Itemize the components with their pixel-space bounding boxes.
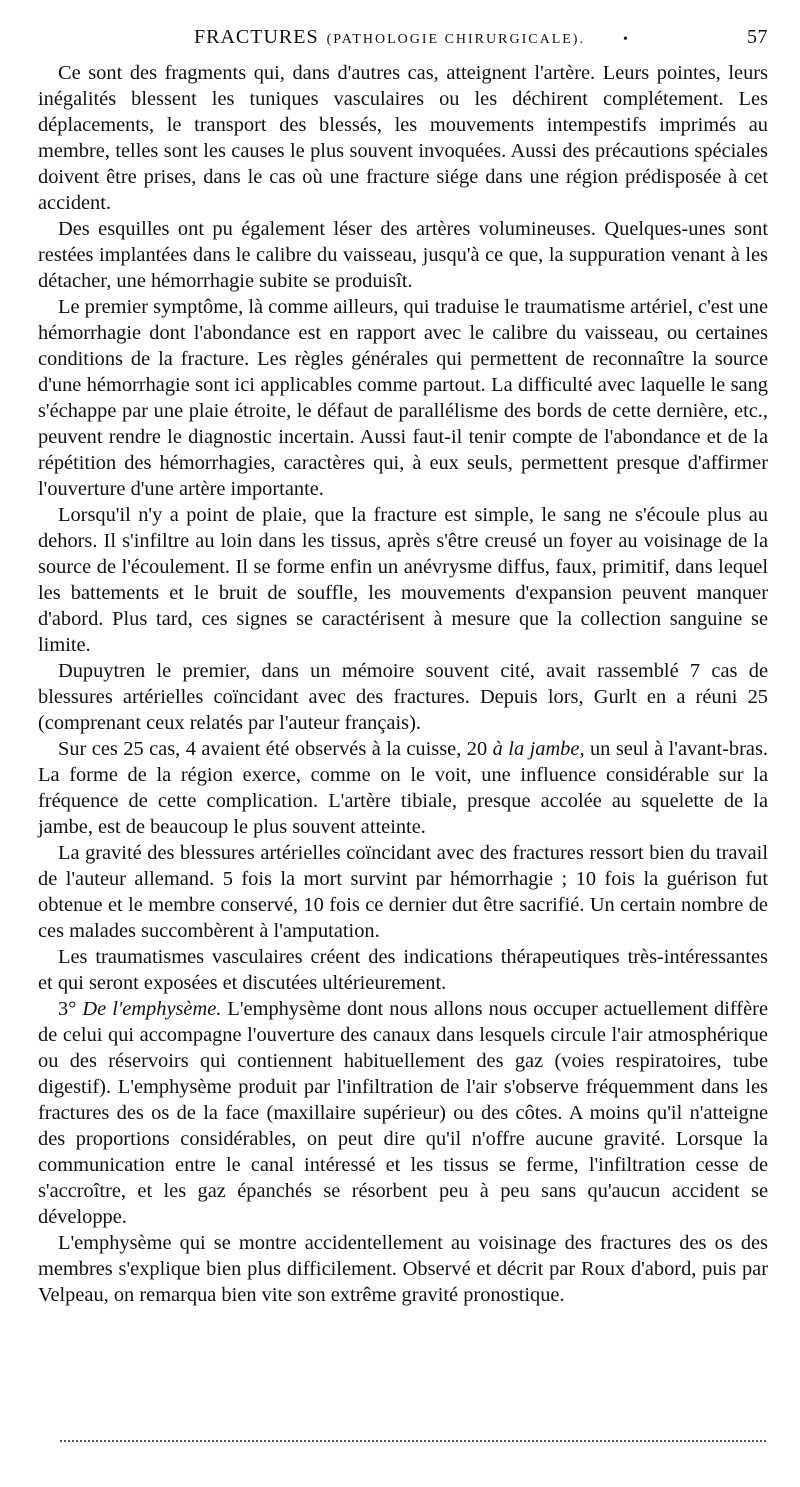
paragraph-6-italic: à la jambe — [492, 738, 580, 760]
section-number: 3° — [58, 998, 83, 1020]
paragraph-2: Des esquilles ont pu également léser des artères volumineuses. Quelques-unes sont restées implantées dans le calibre du vaisseau, jusqu'à ce que, la suppuration venant à les détacher, une hémorrhagie subite se produisît. — [38, 218, 768, 292]
paragraph-9 — [38, 996, 768, 1230]
footer-dotted-rule — [60, 1440, 766, 1442]
header-mark: • — [622, 32, 629, 47]
paragraph-6-start: Sur ces 25 cas, 4 avaient été observés à la cuisse, 20 — [58, 738, 493, 760]
book-page — [38, 26, 768, 1308]
paragraph-8: Les traumatismes vasculaires créent des indications thérapeutiques très-intéressantes et qui seront exposées et discutées ultérieurement. — [38, 946, 768, 994]
paragraph-3: Le premier symptôme, là comme ailleurs, qui traduise le traumatisme artériel, c'est une hémorrhagie dont l'abondance est en rapport avec le calibre du vaisseau, ou certaines conditions de la fracture. Les règles générales qui permettent de reconnaître la source d'une hémorrhagie sont ici applicables comme partout. La difficulté avec laquelle le sang s'échappe par une plaie étroite, le défaut de parallélisme des bords de cette dernière, etc., peuvent rendre le diagnostic incertain. Aussi faut-il tenir compte de l'abondance et de la répétition des hémorrhagies, caractères qui, à eux seuls, permettent presque d'affirmer l'ouverture d'une artère importante. — [38, 296, 768, 500]
section-title: De l'emphysème. — [82, 998, 222, 1020]
page-number: 57 — [747, 26, 768, 48]
paragraph-5: Dupuytren le premier, dans un mémoire souvent cité, avait rassemblé 7 cas de blessures artérielles coïncidant avec des fractures. Depuis lors, Gurlt en a réuni 25 (comprenant ceux relatés par l'auteur français). — [38, 660, 768, 734]
running-subtitle: (PATHOLOGIE CHIRURGICALE). — [326, 32, 585, 47]
paragraph-1: Ce sont des fragments qui, dans d'autres cas, atteignent l'artère. Leurs pointes, leurs inégalités blessent les tuniques vasculaires ou les déchirent complétement. Les déplacements, le transport des blessés, les mouvements intempestifs imprimés au membre, telles sont les causes le plus souvent invoquées. Aussi des précautions spéciales doivent être prises, dans le cas où une fracture siége dans une région prédisposée à cet accident. — [38, 62, 768, 214]
paragraph-6 — [38, 736, 768, 840]
paragraph-9-rest: L'emphysème dont nous allons nous occuper actuellement diffère de celui qui accompagne l'ouverture des canaux dans lesquels circule l'air atmosphérique ou des réservoirs qui contiennent habituellement des gaz (voies respiratoires, tube digestif). L'emphysème produit par l'infiltration de l'air s'observe fréquemment dans les fractures des os de la face (maxillaire supérieur) ou des côtes. A moins qu'il n'atteigne des proportions considérables, on peut dire qu'il n'offre aucune gravité. Lorsque la communication entre le canal intéressé et les tissus se ferme, l'infiltration cesse de s'accroître, et les gaz épanchés se résorbent peu à peu sans qu'aucun accident se développe. — [38, 998, 768, 1228]
running-head — [38, 26, 768, 56]
paragraph-7: La gravité des blessures artérielles coïncidant avec des fractures ressort bien du travail de l'auteur allemand. 5 fois la mort survint par hémorrhagie ; 10 fois la guérison fut obtenue et le membre conservé, 10 fois ce dernier dut être sacrifié. Un certain nombre de ces malades succombèrent à l'amputation. — [38, 842, 768, 942]
running-title: FRACTURES — [194, 26, 319, 48]
paragraph-4: Lorsqu'il n'y a point de plaie, que la fracture est simple, le sang ne s'écoule plus au dehors. Il s'infiltre au loin dans les tissus, après s'être creusé un foyer au voisinage de la source de l'écoulement. Il se forme enfin un anévrysme diffus, faux, primitif, dans lequel les battements et le bruit de souffle, les mouvements d'expansion peuvent manquer d'abord. Plus tard, ces signes se caractérisent à mesure que la collection sanguine se limite. — [38, 504, 768, 656]
paragraph-6-rest: , un seul à l'avant-bras. La forme de la région exerce, comme on le voit, une influence considérable sur la fréquence de cette complication. L'artère tibiale, presque accolée au squelette de la jambe, est de beaucoup le plus souvent atteinte. — [38, 738, 768, 838]
paragraph-10: L'emphysème qui se montre accidentellement au voisinage des fractures des os des membres s'explique bien plus difficilement. Observé et décrit par Roux d'abord, puis par Velpeau, on remarqua bien vite son extrême gravité pronostique. — [38, 1232, 768, 1306]
